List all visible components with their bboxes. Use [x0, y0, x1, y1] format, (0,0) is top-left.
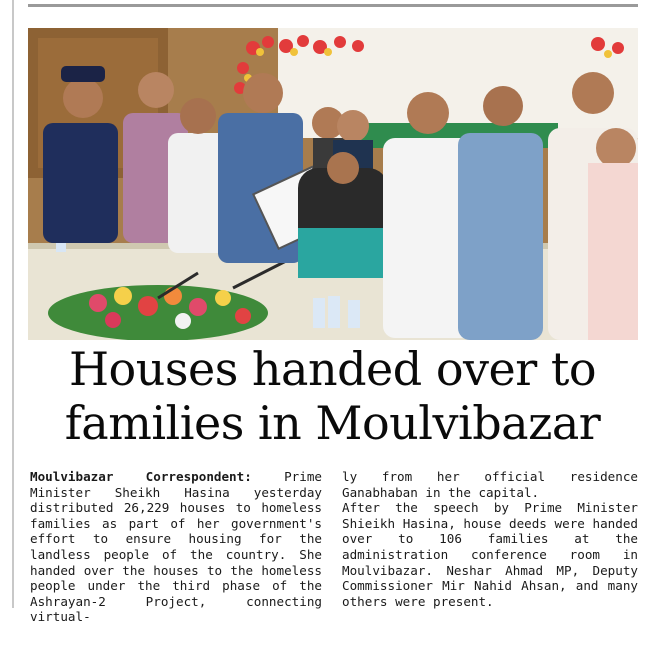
column-rule — [12, 0, 14, 608]
article-paragraph-2: After the speech by Prime Minister Shieikh Hasina, house deeds were handed over to 106 families at the administration conference room in Moulvibazar. Neshar Ahmad MP, Deputy Commissioner Mir Nahid Ahsan, and many others were present. — [342, 500, 638, 609]
byline: Moulvibazar Correspondent: — [30, 469, 252, 484]
headline-line-2: families in Moulvibazar — [64, 396, 601, 450]
body-text-col1: Prime Minister Sheikh Hasina yesterday distributed 26,229 houses to homeless families as part of her government's effort to ensure housing for the landless people of the country. She handed over the houses to the homeless people under the third phase of the Ashrayan-2 Project, connecting virtual- — [30, 469, 322, 625]
article-column-2 — [342, 469, 638, 609]
news-photo — [28, 28, 638, 340]
article-column-1 — [30, 469, 322, 625]
headline-line-1: Houses handed over to — [68, 342, 597, 396]
top-rule — [28, 4, 638, 7]
article-paragraph-1-cont: ly from her official residence Ganabhaban in the capital. — [342, 469, 638, 500]
article-paragraph-1 — [30, 469, 322, 625]
headline — [20, 342, 645, 450]
